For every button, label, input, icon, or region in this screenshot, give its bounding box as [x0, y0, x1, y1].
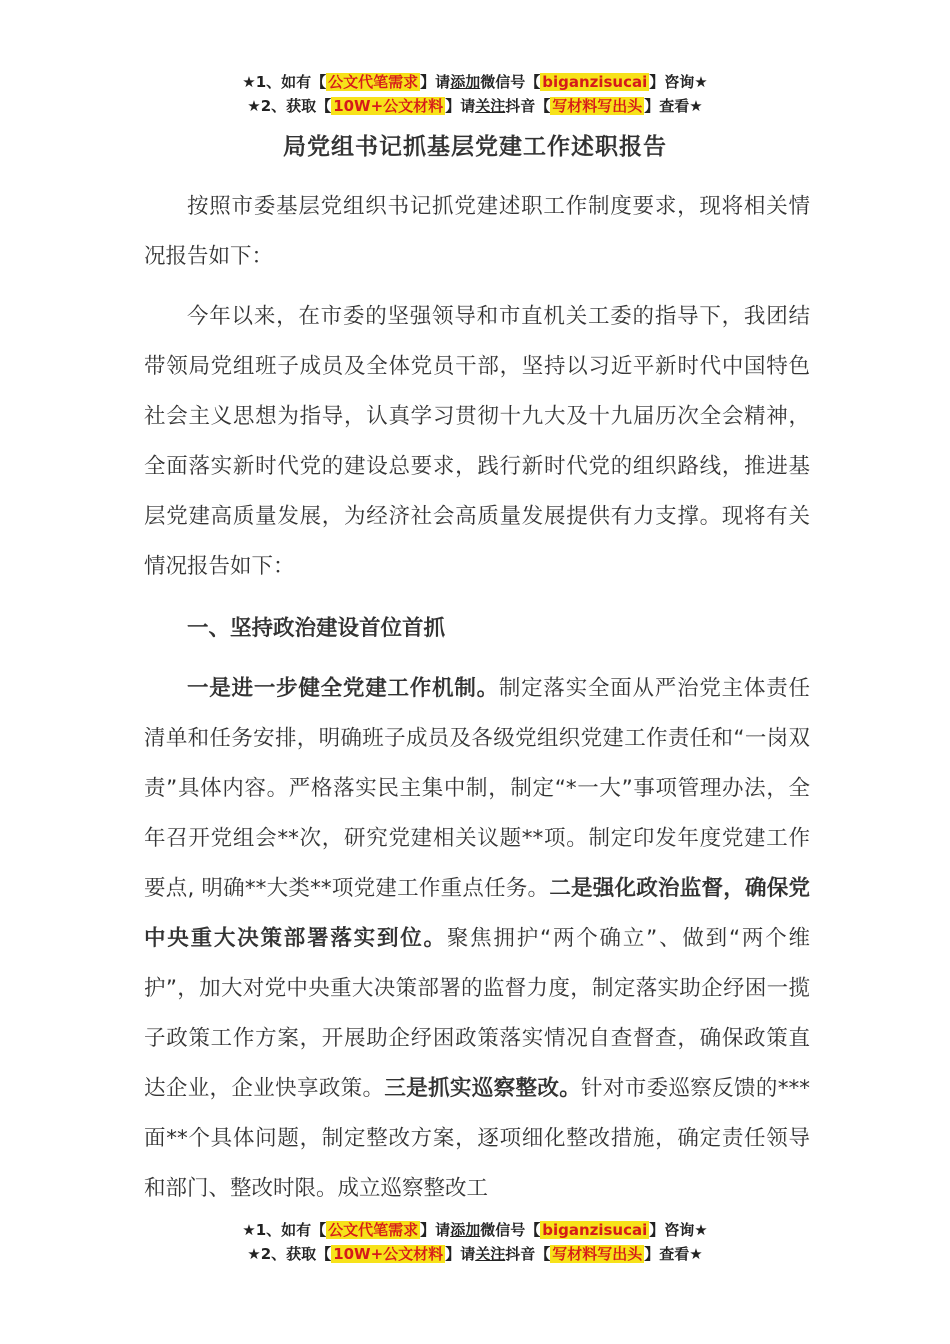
promo-highlight: biganzisucai: [542, 73, 648, 91]
promo-highlight: 公文代笔需求: [328, 1221, 419, 1239]
body-run: 针对市委巡察反馈的***面**个具体问题，制定整改方案，逐项细化整改措施，确定责任领导和部门、整改时限。成立巡察整改工: [144, 1076, 810, 1201]
bottom-promo-banner: [0, 1218, 950, 1266]
promo-highlight: biganzisucai: [542, 1221, 648, 1239]
promo-text: 】咨询★: [649, 1221, 708, 1239]
promo-text: 】请: [445, 1245, 476, 1263]
promo-text: ★2、获取【: [247, 97, 332, 115]
promo-underline: 添加: [450, 73, 481, 91]
body-run: 制定落实全面从严治党主体责任清单和任务安排，明确班子成员及各级党组织党建工作责任和“一岗双责”具体内容。严格落实民主集中制，制定“*一大”事项管理办法，全年召开党组会**次，研究党建相关议题**项。制定印发年度党建工作要点, 明确**大类**项党建工作重点任务。: [144, 676, 810, 901]
promo-highlight: 10W+公文材料: [333, 1245, 444, 1263]
promo-text: 】查看★: [644, 97, 703, 115]
bold-lead: 一是进一步健全党建工作机制。: [187, 676, 499, 701]
promo-text: 微信号【: [480, 73, 541, 91]
promo-text: ★1、如有【: [242, 1221, 327, 1239]
promo-text: 】咨询★: [649, 73, 708, 91]
top-promo-banner: [0, 70, 950, 118]
promo-underline: 关注: [475, 1245, 506, 1263]
paragraph-text: 今年以来，在市委的坚强领导和市直机关工委的指导下，我团结带领局党组班子成员及全体党员干部，坚持以习近平新时代中国特色社会主义思想为指导，认真学习贯彻十九大及十九届历次全会精神，全面落实新时代党的建设总要求，践行新时代党的组织路线，推进基层党建高质量发展，为经济社会高质量发展提供有力支撑。现将有关情况报告如下：: [144, 304, 810, 579]
promo-line-2: [0, 94, 950, 118]
promo-text: 】请: [445, 97, 476, 115]
promo-underline: 添加: [450, 1221, 481, 1239]
promo-text: ★1、如有【: [242, 73, 327, 91]
promo-line-2: [0, 1242, 950, 1266]
promo-line-1: [0, 70, 950, 94]
promo-text: 微信号【: [480, 1221, 541, 1239]
promo-highlight: 10W+公文材料: [333, 97, 444, 115]
heading-text: 一、坚持政治建设首位首抓: [187, 616, 446, 641]
promo-text: 】请: [420, 1221, 451, 1239]
promo-text: ★2、获取【: [247, 1245, 332, 1263]
document-title: 局党组书记抓基层党建工作述职报告: [283, 134, 667, 160]
promo-highlight: 公文代笔需求: [328, 73, 419, 91]
bold-lead: 三是抓实巡察整改。: [384, 1076, 582, 1101]
promo-text: 】查看★: [644, 1245, 703, 1263]
overview-paragraph: [144, 292, 810, 592]
promo-highlight: 写材料写出头: [552, 97, 643, 115]
promo-line-1: [0, 1218, 950, 1242]
bold-lead: 二是强化政治监督，确保党中央重大决策部署落实到位。: [144, 876, 810, 951]
paragraph-text: [144, 664, 810, 1214]
promo-text: 抖音【: [505, 97, 551, 115]
promo-text: 】请: [420, 73, 451, 91]
promo-highlight: 写材料写出头: [552, 1245, 643, 1263]
paragraph-text: 按照市委基层党组织书记抓党建述职工作制度要求，现将相关情况报告如下：: [144, 194, 810, 269]
promo-underline: 关注: [475, 97, 506, 115]
section-heading: [144, 604, 810, 654]
body-run: 聚焦拥护“两个确立”、做到“两个维护”，加大对党中央重大决策部署的监督力度，制定落实助企纾困一揽子政策工作方案，开展助企纾困政策落实情况自查督查，确保政策直达企业，企业快享政策。: [144, 926, 810, 1101]
intro-paragraph: [144, 182, 810, 282]
section-1-paragraph: [144, 664, 810, 1214]
promo-text: 抖音【: [505, 1245, 551, 1263]
